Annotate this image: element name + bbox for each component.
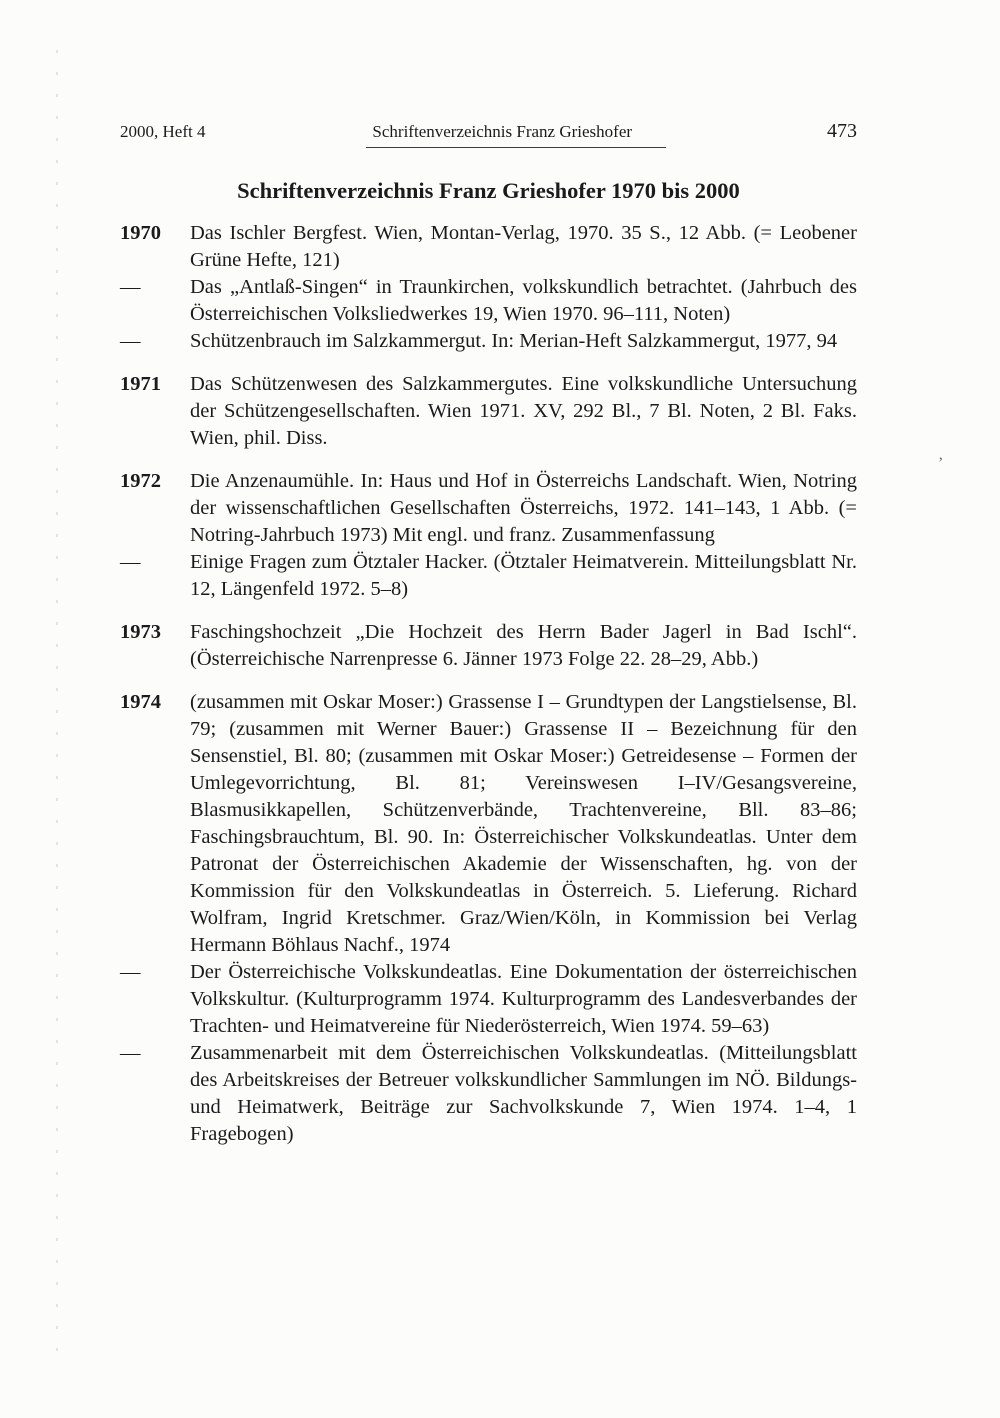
- entry-marker: —: [120, 1042, 141, 1064]
- entry-list: [120, 220, 857, 1148]
- bibliography-entry: [120, 371, 857, 452]
- page-title: Schriftenverzeichnis Franz Grieshofer 1970 bis 2000: [237, 178, 740, 203]
- bibliography-entry: [120, 689, 857, 959]
- entry-text: Die Anzenaumühle. In: Haus und Hof in Österreichs Landschaft. Wien, Notring der wissenschaftlichen Gesellschaften Österreichs, 1972. 141–143, 1 Abb. (= Notring-Jahrbuch 1973) Mit engl. und franz. Zusammenfassung: [190, 470, 857, 546]
- entry-text: Faschingshochzeit „Die Hochzeit des Herrn Bader Jagerl in Bad Ischl“. (Österreichische Narrenpresse 6. Jänner 1973 Folge 22. 28–29, Abb.): [190, 621, 857, 670]
- issue-label: 2000, Heft 4: [120, 122, 206, 141]
- scan-artifact-mark: ’: [938, 455, 944, 472]
- entry-marker: 1972: [120, 470, 161, 492]
- entry-text: (zusammen mit Oskar Moser:) Grassense I – Grundtypen der Langstielsense, Bl. 79; (zusammen mit Werner Bauer:) Grassense II – Bezeichnung für den Sensenstiel, Bl. 80; (zusammen mit Oskar Moser:) Getreidesense – Formen der Umlegevorrichtung, Bl. 81; Vereinswesen I–IV/Gesangsvereine, Blasmusikkapellen, Schützenverbände, Trachtenvereine, Bll. 83–86; Faschingsbrauchtum, Bl. 90. In: Österreichischer Volkskundeatlas. Unter dem Patronat der Österreichischen Akademie der Wissenschaften, hg. von der Kommission für den Volkskundeatlas in Österreich. 5. Lieferung. Richard Wolfram, Ingrid Kretschmer. Graz/Wien/Köln, in Kommission bei Verlag Hermann Böhlaus Nachf., 1974: [190, 691, 857, 956]
- bibliography-entry: [120, 959, 857, 1040]
- entry-marker: —: [120, 276, 141, 298]
- running-title: Schriftenverzeichnis Franz Grieshofer: [366, 122, 666, 148]
- page-number: 473: [827, 120, 857, 142]
- running-head: [120, 120, 857, 148]
- bibliography-entry: [120, 549, 857, 603]
- bibliography-entry: [120, 1040, 857, 1148]
- entry-marker: —: [120, 961, 141, 983]
- entry-marker: —: [120, 551, 141, 573]
- entry-text: Schützenbrauch im Salzkammergut. In: Merian-Heft Salzkammergut, 1977, 94: [190, 330, 838, 352]
- bibliography-entry: [120, 619, 857, 673]
- page: [120, 120, 857, 1148]
- bibliography-entry: [120, 220, 857, 274]
- scan-artifact-line: [56, 50, 58, 1370]
- bibliography-entry: [120, 328, 857, 355]
- entry-marker: 1971: [120, 373, 161, 395]
- bibliography-entry: [120, 274, 857, 328]
- entry-text: Das Schützenwesen des Salzkammergutes. Eine volkskundliche Untersuchung der Schützengesellschaften. Wien 1971. XV, 292 Bl., 7 Bl. Noten, 2 Bl. Faks. Wien, phil. Diss.: [190, 373, 857, 449]
- entry-marker: —: [120, 330, 141, 352]
- bibliography-entry: [120, 468, 857, 549]
- entry-text: Das Ischler Bergfest. Wien, Montan-Verlag, 1970. 35 S., 12 Abb. (= Leobener Grüne Hefte, 121): [190, 222, 857, 271]
- entry-marker: 1974: [120, 691, 161, 713]
- entry-marker: 1970: [120, 222, 161, 244]
- entry-marker: 1973: [120, 621, 161, 643]
- entry-text: Der Österreichische Volkskundeatlas. Eine Dokumentation der österreichischen Volkskultur. (Kulturprogramm 1974. Kulturprogramm des Landesverbandes der Trachten- und Heimatvereine für Niederösterreich, Wien 1974. 59–63): [190, 961, 857, 1037]
- entry-text: Das „Antlaß-Singen“ in Traunkirchen, volkskundlich betrachtet. (Jahrbuch des Österreichischen Volksliedwerkes 19, Wien 1970. 96–111, Noten): [190, 276, 857, 325]
- entry-text: Einige Fragen zum Ötztaler Hacker. (Ötztaler Heimatverein. Mitteilungsblatt Nr. 12, Längenfeld 1972. 5–8): [190, 551, 857, 600]
- entry-text: Zusammenarbeit mit dem Österreichischen Volkskundeatlas. (Mitteilungsblatt des Arbeitskreises der Betreuer volkskundlicher Sammlungen im NÖ. Bildungs- und Heimatwerk, Beiträge zur Sachvolkskunde 7, Wien 1974. 1–4, 1 Fragebogen): [190, 1042, 857, 1145]
